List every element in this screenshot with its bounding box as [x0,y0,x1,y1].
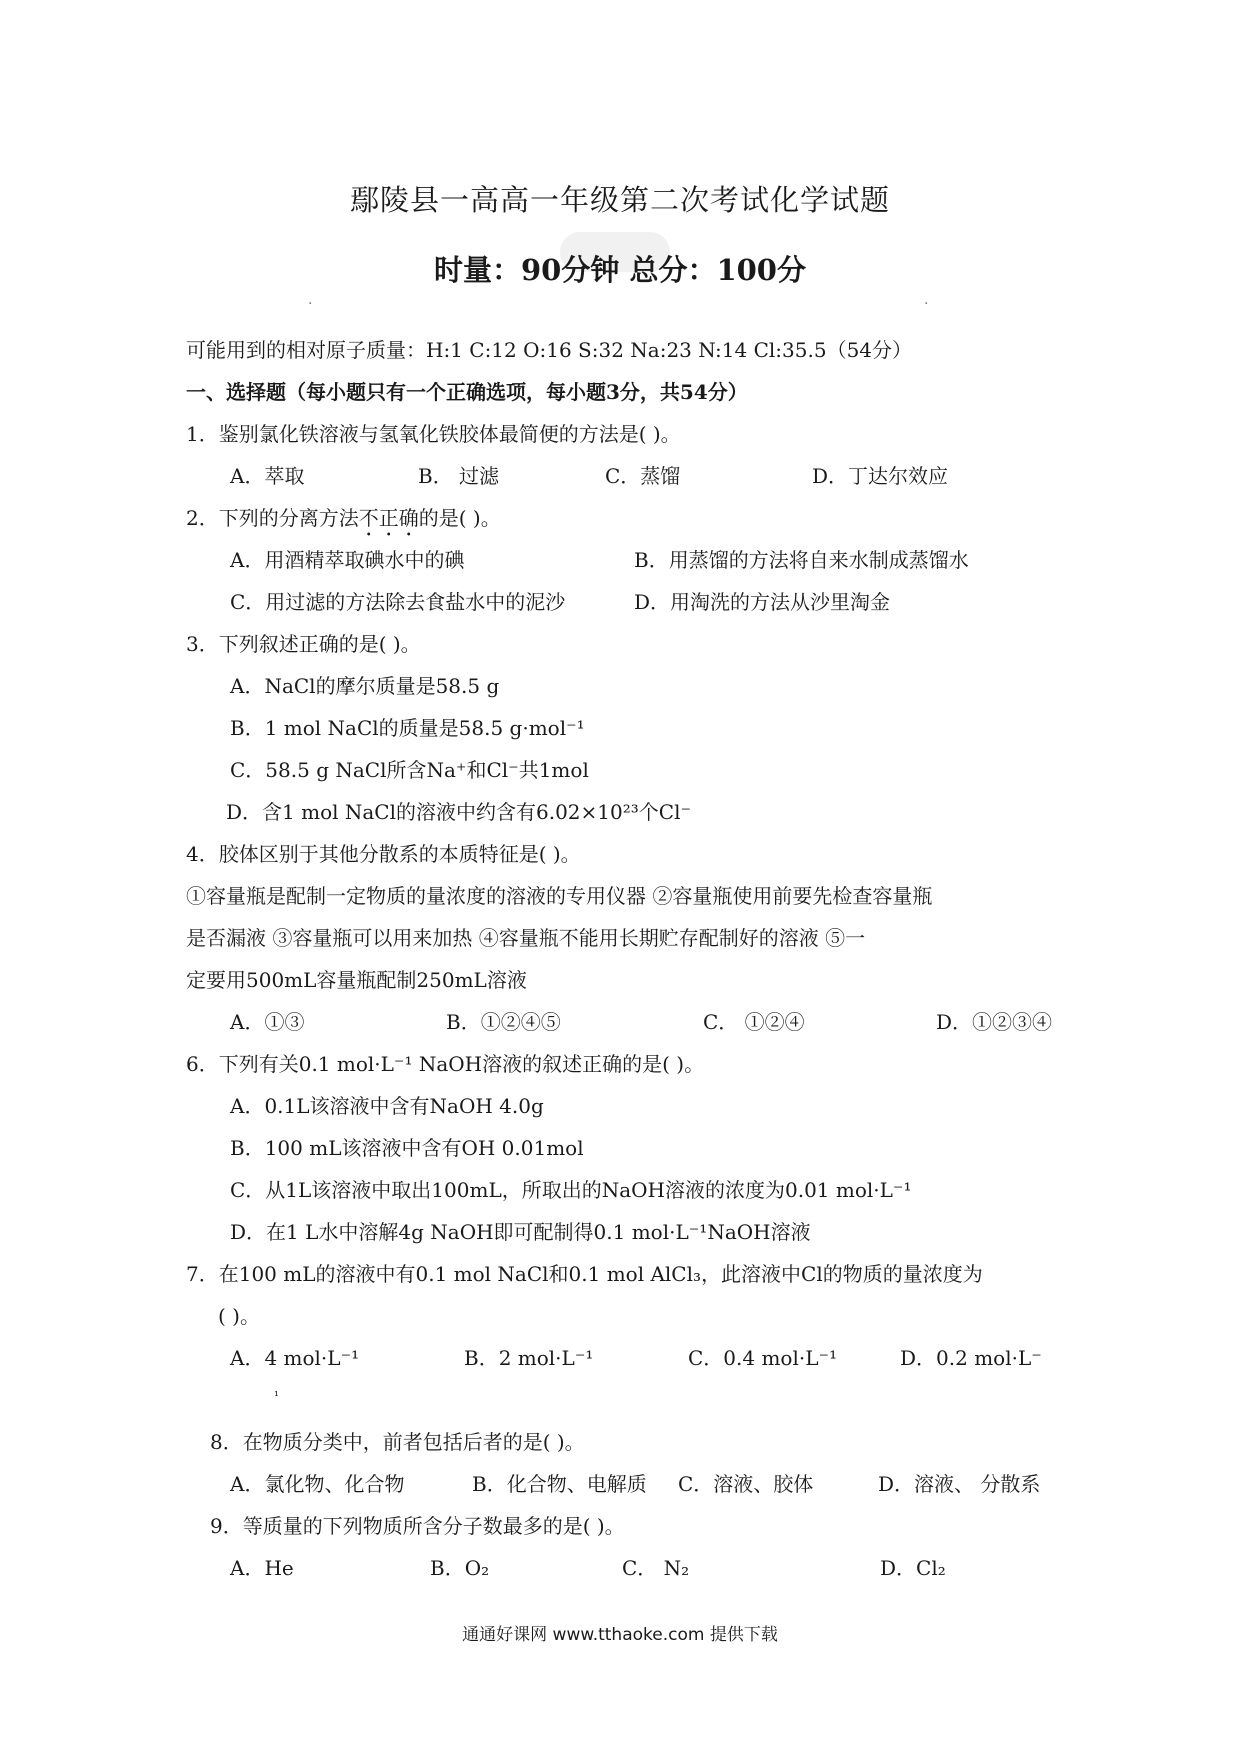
answer-blank: ( )。 [218,1304,260,1328]
option-a: A．He [230,1556,294,1580]
question-7-stem: 7．在100 mL的溶液中有0.1 mol NaCl和0.1 mol AlCl₃，此溶液中Cl的物质的量浓度为 [186,1262,983,1286]
option-b: B．1 mol NaCl的质量是58.5 g·mol⁻¹ [230,716,585,740]
option-d: D．①②③④ [936,1010,1053,1034]
question-1-stem: 1．鉴别氯化铁溶液与氢氧化铁胶体最简便的方法是( )。 [186,422,681,446]
option-a: A．氯化物、化合物 [230,1472,405,1496]
option-b: B．用蒸馏的方法将自来水制成蒸馏水 [634,548,969,572]
emphasis-text: 不正确 [358,506,419,530]
option-b: B． 过滤 [418,464,500,488]
option-c: C． N₂ [622,1556,690,1580]
question-4-stem: 4．胶体区别于其他分散系的本质特征是( )。 [186,842,581,866]
option-c: C．从1L该溶液中取出100mL，所取出的NaOH溶液的浓度为0.01 mol·L⁻¹ [230,1178,912,1202]
option-d: D．丁达尔效应 [812,464,949,488]
option-b: B．100 mL该溶液中含有OH 0.01mol [230,1136,584,1160]
divider-dot: · [308,296,313,312]
option-b: B．化合物、电解质 [472,1472,647,1496]
option-d: D．在1 L水中溶解4g NaOH即可配制得0.1 mol·L⁻¹NaOH溶液 [230,1220,811,1244]
option-d: D．溶液、 分散系 [878,1472,1041,1496]
option-c: C．0.4 mol·L⁻¹ [688,1346,838,1370]
question-9-stem: 9．等质量的下列物质所含分子数最多的是( )。 [210,1514,625,1538]
footer-source: 通通好课网 www.tthaoke.com 提供下载 [462,1625,778,1645]
question-2-stem: 2．下列的分离方法不正确的是( )。 [186,506,501,530]
option-a: A．①③ [230,1010,305,1034]
option-b: B．①②④⑤ [446,1010,561,1034]
option-c: C． ①②④ [703,1010,805,1034]
option-c: C．溶液、胶体 [678,1472,814,1496]
option-c: C．58.5 g NaCl所含Na⁺和Cl⁻共1mol [230,758,589,782]
question-4-statement: ①容量瓶是配制一定物质的量浓度的溶液的专用仪器 ②容量瓶使用前要先检查容量瓶 [186,884,933,908]
option-d: D．含1 mol NaCl的溶液中约含有6.02×10²³个Cl⁻ [226,800,692,824]
option-d: D．用淘洗的方法从沙里淘金 [634,590,891,614]
option-a: A．0.1L该溶液中含有NaOH 4.0g [230,1094,544,1118]
page-subtitle: 时量：90分钟 总分：100分 [434,253,806,287]
option-c: C．蒸馏 [605,464,681,488]
option-c: C．用过滤的方法除去食盐水中的泥沙 [230,590,566,614]
option-a: A．萃取 [230,464,305,488]
section-heading: 一、选择题（每小题只有一个正确选项，每小题3分，共54分） [186,380,748,404]
question-8-stem: 8．在物质分类中，前者包括后者的是( )。 [210,1430,585,1454]
option-d: D．Cl₂ [880,1556,946,1580]
option-a: A．NaCl的摩尔质量是58.5 g [230,674,500,698]
option-a: A．用酒精萃取碘水中的碘 [230,548,465,572]
question-6-stem: 6．下列有关0.1 mol·L⁻¹ NaOH溶液的叙述正确的是( )。 [186,1052,705,1076]
option-b: B．O₂ [430,1556,490,1580]
option-d-wrap: ¹ [274,1389,279,1403]
page-title: 鄢陵县一高高一年级第二次考试化学试题 [349,183,890,217]
option-a: A．4 mol·L⁻¹ [230,1346,360,1370]
atomic-mass-info: 可能用到的相对原子质量：H:1 C:12 O:16 S:32 Na:23 N:14 Cl:35.5（54分） [186,338,913,362]
option-d: D．0.2 mol·L⁻ [900,1346,1042,1370]
divider-dot: · [924,296,929,312]
question-3-stem: 3．下列叙述正确的是( )。 [186,632,421,656]
question-4-statement: 定要用500mL容量瓶配制250mL溶液 [186,968,527,992]
option-b: B．2 mol·L⁻¹ [464,1346,594,1370]
question-4-statement: 是否漏液 ③容量瓶可以用来加热 ④容量瓶不能用长期贮存配制好的溶液 ⑤一 [186,926,866,950]
